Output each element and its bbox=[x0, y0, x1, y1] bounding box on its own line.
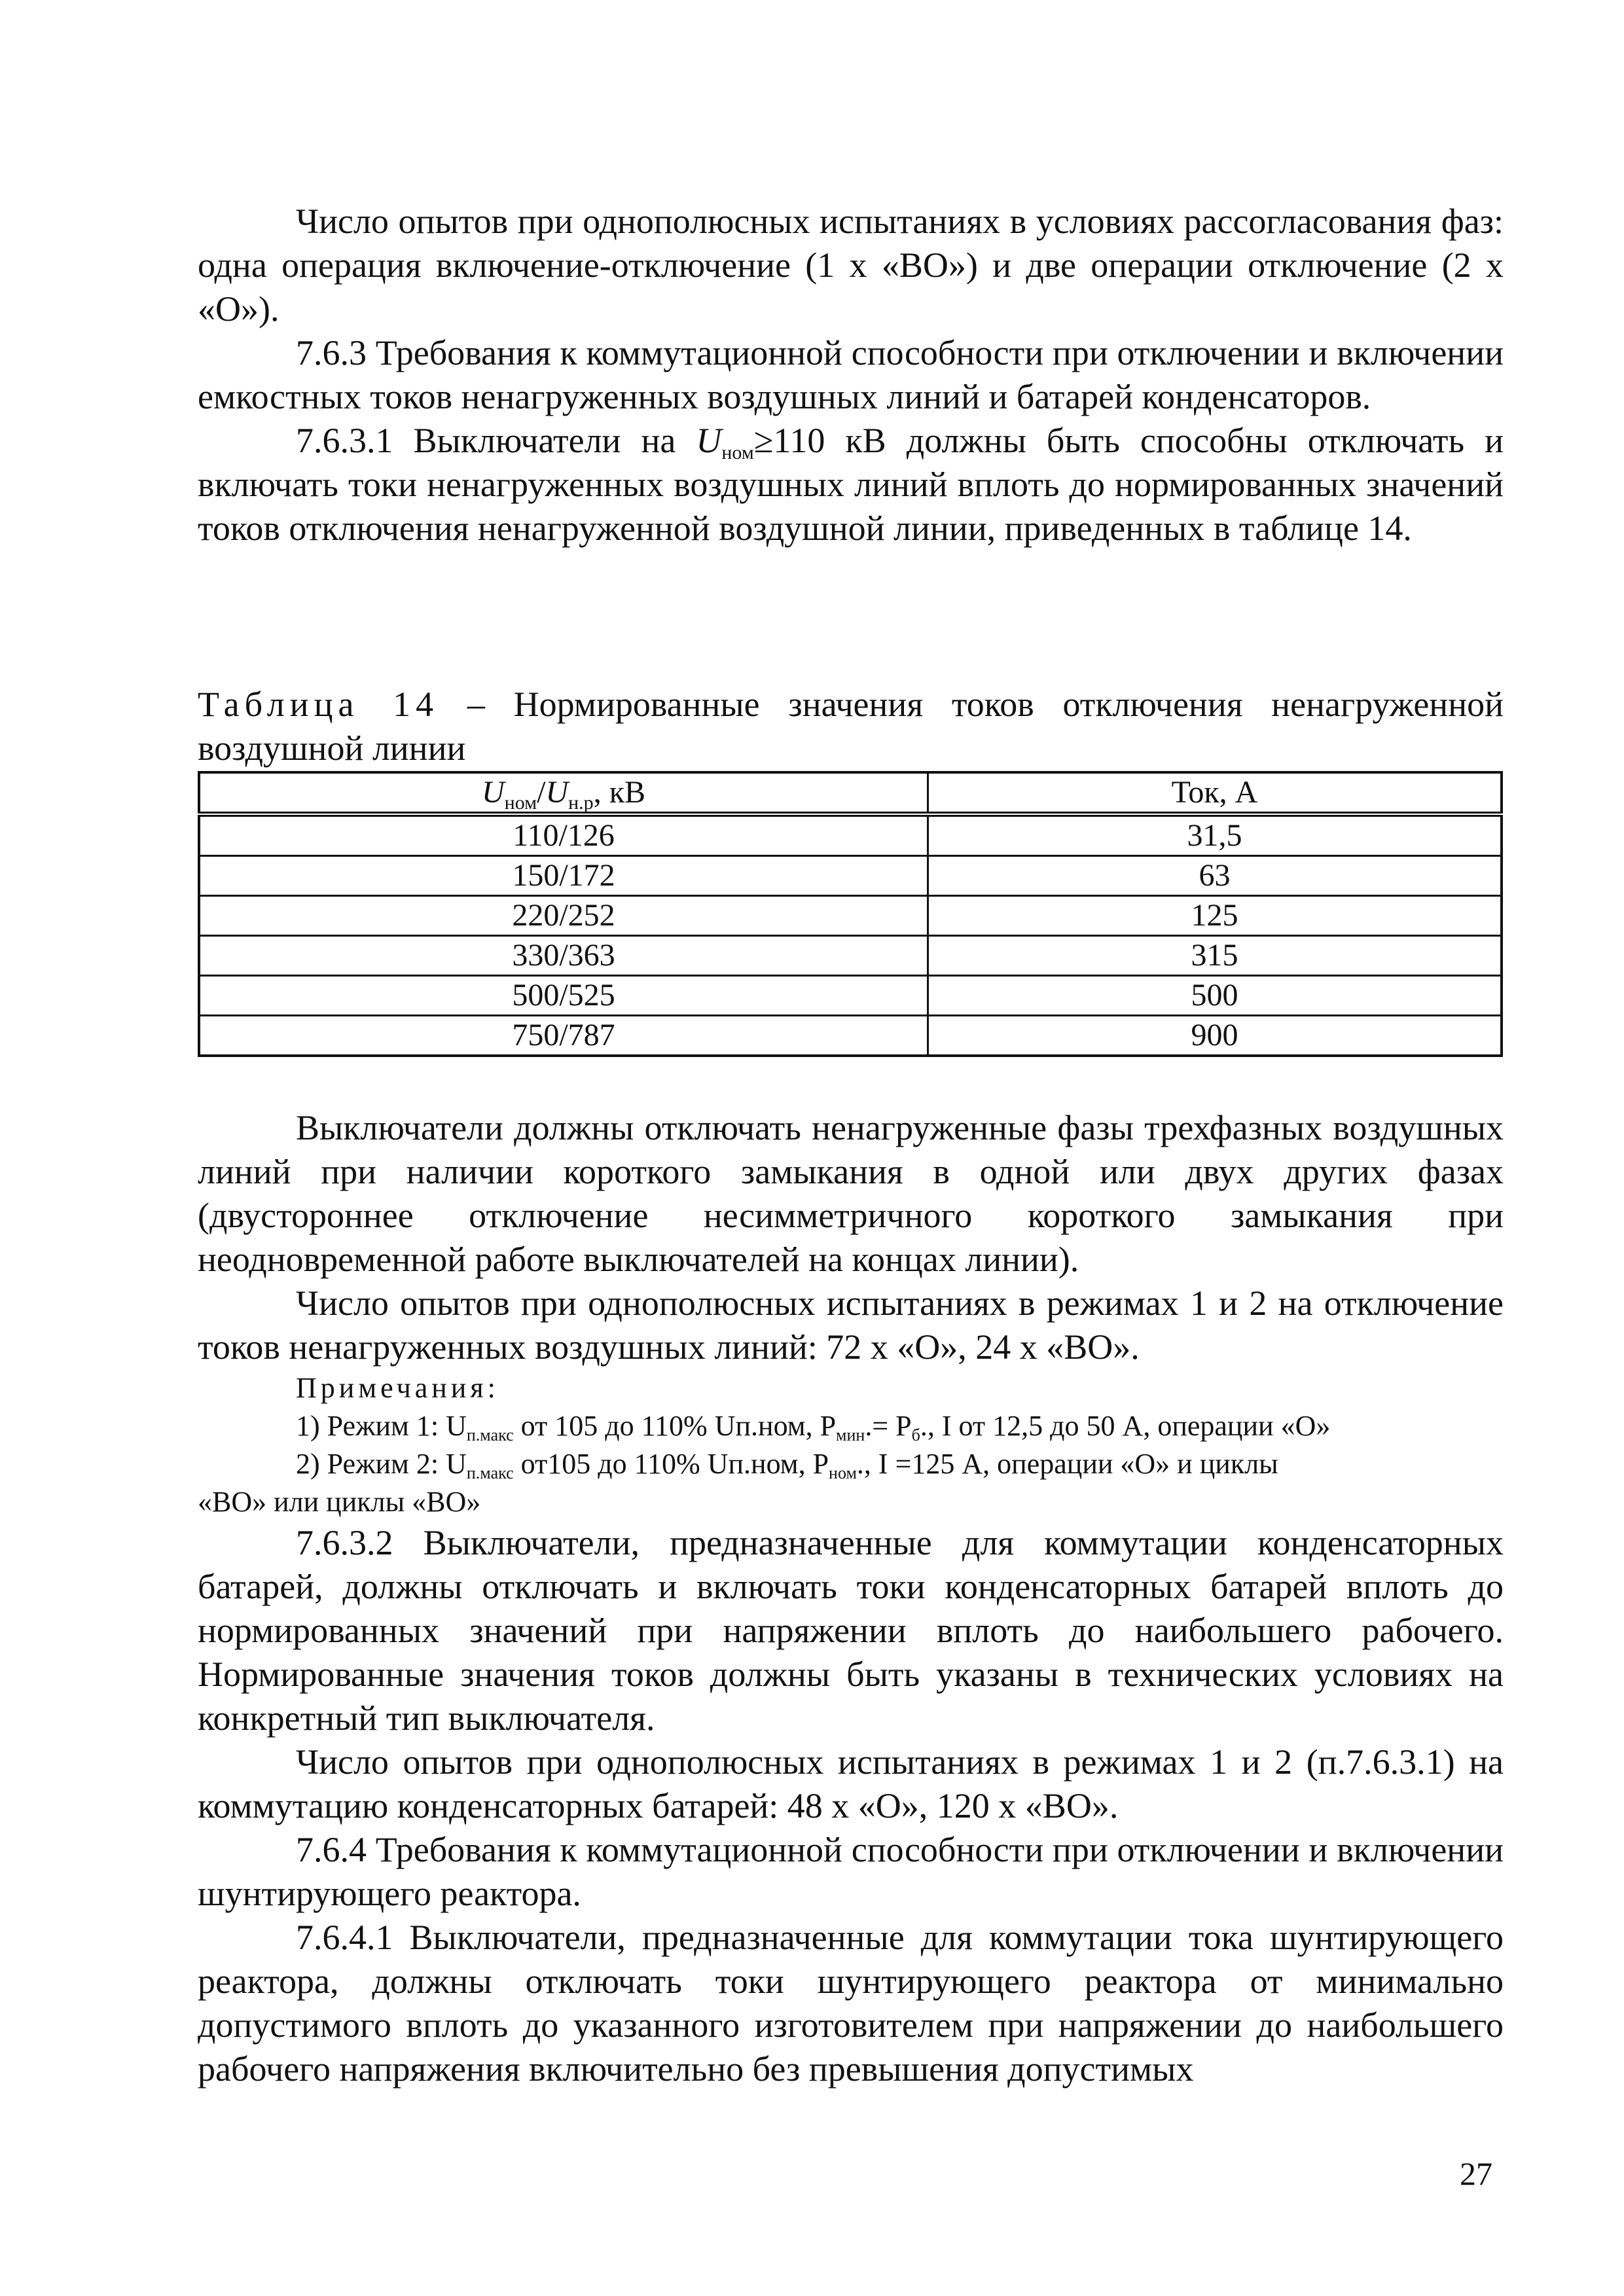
paragraph-test-count-lines: Число опытов при однополюсных испытаниях в режимах 1 и 2 на отключение токов ненагруженных воздушных линий: 72 х «О», 24 х «ВО». bbox=[198, 1283, 1504, 1367]
table-row bbox=[199, 976, 1502, 1016]
note-2-continuation: «ВО» или циклы «ВО» bbox=[198, 1486, 481, 1518]
text-run: от 105 до 110% Uп.ном, P bbox=[513, 1410, 837, 1442]
paragraph-test-count-phase-mismatch: Число опытов при однополюсных испытаниях в условиях рассогласования фаз: одна операция включение-отключение (1 х «ВО») и две операции отключение (2 х «О»). bbox=[198, 202, 1504, 329]
cell-voltage: 150/172 bbox=[199, 856, 928, 896]
cell-current: 63 bbox=[928, 856, 1502, 896]
table-row bbox=[199, 814, 1502, 856]
cell-voltage: 110/126 bbox=[199, 814, 928, 856]
note-2 bbox=[198, 1445, 1504, 1483]
table-row bbox=[199, 936, 1502, 976]
caption-label: Таблица 14 bbox=[198, 685, 439, 724]
text-run: от105 до 110% Uп.ном, P bbox=[513, 1448, 829, 1480]
cell-current: 500 bbox=[928, 976, 1502, 1016]
symbol-u: U bbox=[545, 775, 569, 810]
header-current: Ток, А bbox=[928, 772, 1502, 814]
cell-voltage: 750/787 bbox=[199, 1016, 928, 1056]
cell-voltage: 220/252 bbox=[199, 896, 928, 936]
paragraph-7-6-3-2: 7.6.3.2 Выключатели, предназначенные для коммутации конденсаторных батарей, должны отключать и включать токи конденсаторных батарей вплоть до нормированных значений при напряжении вплоть до наибольшего рабочего. Нормированные значения токов должны быть указаны в технических условиях на конкретный тип выключателя. bbox=[198, 1523, 1504, 1738]
page-number: 27 bbox=[1460, 2155, 1492, 2192]
paragraph-7-6-3-1 bbox=[198, 419, 1504, 550]
paragraph-7-6-4: 7.6.4 Требования к коммутационной способности при отключении и включении шунтирующего реактора. bbox=[198, 1830, 1504, 1913]
cell-current: 900 bbox=[928, 1016, 1502, 1056]
subscript: п.макс bbox=[466, 1426, 514, 1444]
table-row bbox=[199, 896, 1502, 936]
text-run: 7.6.3.1 Выключатели на bbox=[296, 421, 696, 460]
text-run: .= P bbox=[865, 1410, 912, 1442]
table-14-caption bbox=[198, 683, 1504, 770]
slash: / bbox=[537, 775, 546, 810]
cell-current: 315 bbox=[928, 936, 1502, 976]
table-row bbox=[199, 856, 1502, 896]
notes-heading: Примечания: bbox=[296, 1372, 499, 1404]
subscript: ном bbox=[721, 442, 754, 463]
table-14 bbox=[198, 771, 1503, 1057]
subscript: н.р bbox=[568, 792, 594, 814]
paragraph-test-count-capacitors: Число опытов при однополюсных испытаниях в режимах 1 и 2 (п.7.6.3.1) на коммутацию конденсаторных батарей: 48 х «О», 120 х «ВО». bbox=[198, 1742, 1504, 1825]
cell-voltage: 330/363 bbox=[199, 936, 928, 976]
subscript: ном bbox=[829, 1463, 857, 1482]
paragraph-unloaded-phases: Выключатели должны отключать ненагруженные фазы трехфазных воздушных линий при наличии короткого замыкания в одной или двух других фазах (двустороннее отключение несимметричного короткого замыкания при неодновременной работе выключателей на концах линии). bbox=[198, 1108, 1504, 1279]
table-header-row bbox=[199, 772, 1502, 814]
unit: , кВ bbox=[593, 775, 646, 810]
text-run: ≥110 кВ должны быть способны отключать и включать токи ненагруженных воздушных линий вплоть до нормированных значений токов отключения ненагруженной воздушной линии, приведенных в таблице 14. bbox=[198, 421, 1504, 548]
caption-text bbox=[198, 683, 1504, 770]
cell-current: 31,5 bbox=[928, 814, 1502, 856]
symbol-u: U bbox=[696, 421, 722, 460]
text-run: 2) Режим 2: U bbox=[296, 1448, 467, 1480]
cell-current: 125 bbox=[928, 896, 1502, 936]
symbol-u: U bbox=[481, 775, 505, 810]
paragraph-7-6-3: 7.6.3 Требования к коммутационной способности при отключении и включении емкостных токов ненагруженных воздушных линий и батарей конденсаторов. bbox=[198, 333, 1504, 416]
subscript: п.макс bbox=[466, 1463, 514, 1482]
text-run: ., I от 12,5 до 50 А, операции «О» bbox=[920, 1410, 1331, 1442]
subscript: ном bbox=[504, 792, 537, 814]
header-voltage bbox=[199, 772, 928, 814]
caption-title: – Нормированные значения токов отключения ненагруженной воздушной линии bbox=[198, 685, 1504, 768]
paragraph-7-6-4-1: 7.6.4.1 Выключатели, предназначенные для коммутации тока шунтирующего реактора, должны отключать токи шунтирующего реактора от минимально допустимого вплоть до указанного изготовителем при напряжении до наибольшего рабочего напряжения включительно без превышения допустимых bbox=[198, 1918, 1504, 2089]
after-table-section bbox=[198, 1106, 1504, 2091]
cell-voltage: 500/525 bbox=[199, 976, 928, 1016]
subscript: б bbox=[911, 1426, 920, 1444]
table-row bbox=[199, 1016, 1502, 1056]
text-run: ., I =125 А, операции «О» и циклы bbox=[856, 1448, 1278, 1480]
text-run: 1) Режим 1: U bbox=[296, 1410, 467, 1442]
subscript: мин bbox=[836, 1426, 865, 1444]
intro-section bbox=[198, 200, 1504, 550]
note-1 bbox=[198, 1407, 1504, 1445]
